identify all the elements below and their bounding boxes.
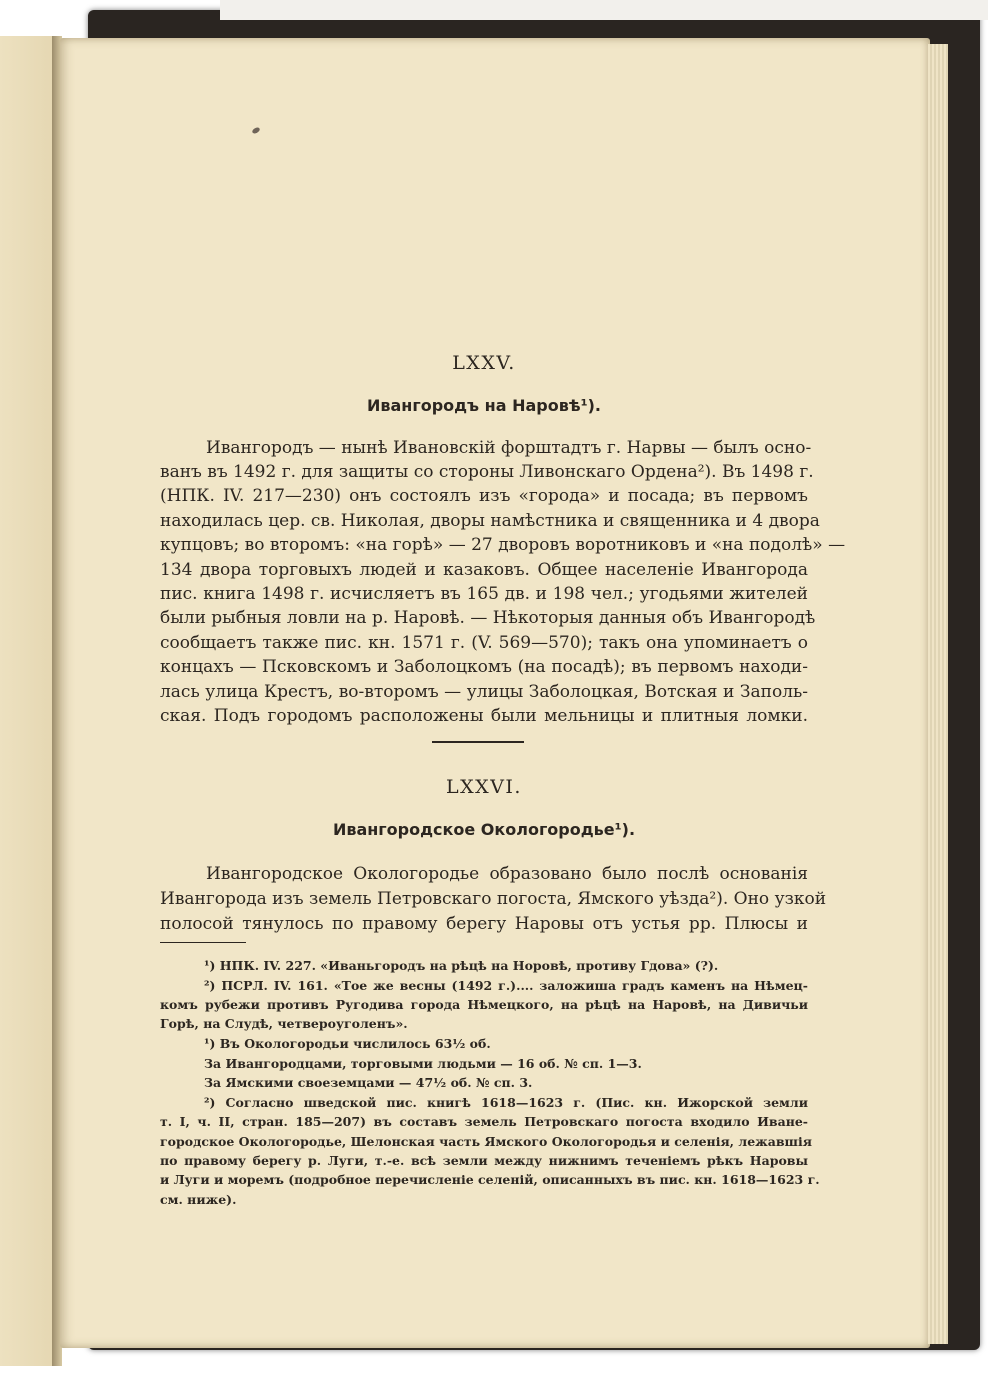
paragraph-line: (НПК. IV. 217—230) онъ состоялъ изъ «города» и посада; въ первомъ bbox=[160, 486, 808, 506]
section-title bbox=[160, 820, 808, 839]
section-title bbox=[160, 396, 808, 415]
footnote-line: Горѣ, на Слудѣ, четвероуголенъ». bbox=[160, 1016, 408, 1031]
section-number: LXXVI. bbox=[446, 776, 522, 798]
section-divider bbox=[432, 741, 524, 743]
section-title-text: Ивангородъ на Наровѣ bbox=[366, 396, 581, 415]
paragraph-line: полосой тянулось по правому берегу Наровы отъ устья рр. Плюсы и bbox=[160, 914, 808, 934]
footnote-separator bbox=[160, 942, 246, 943]
section-title-text: Ивангородское Окологородье bbox=[332, 820, 615, 839]
footnote-line: по правому берегу р. Луги, т.-е. всѣ земли между нижнимъ теченіемъ рѣкъ Наровы bbox=[160, 1153, 808, 1168]
paragraph-line: Ивангородское Окологородье образовано было послѣ основанія bbox=[206, 864, 808, 884]
paragraph-line: ванъ въ 1492 г. для защиты со стороны Ливонскаго Ордена²). Въ 1498 г. bbox=[160, 462, 814, 482]
scan-background bbox=[220, 0, 988, 20]
paragraph-line: находилась цер. св. Николая, дворы намѣстника и священника и 4 двора bbox=[160, 511, 820, 531]
footnote-line: и Луги и моремъ (подробное перечисленіе селеній, описанныхъ въ пис. кн. 1618—1623 г. bbox=[160, 1172, 820, 1187]
footnote-line: ²) Согласно шведской пис. книгѣ 1618—1623 г. (Пис. кн. Ижорской земли bbox=[204, 1095, 808, 1110]
paragraph-line: Ивангорода изъ земель Петровскаго погоста, Ямского уѣзда²). Оно узкой bbox=[160, 889, 827, 909]
footnote-line: За Ивангородцами, торговыми людьми — 16 об. № сп. 1—3. bbox=[204, 1056, 642, 1071]
paragraph-line: пис. книга 1498 г. исчисляетъ въ 165 дв. и 198 чел.; угодьями жителей bbox=[160, 584, 808, 604]
section-title-note: ¹). bbox=[580, 396, 602, 415]
paragraph-line: ская. Подъ городомъ расположены были мельницы и плитныя ломки. bbox=[160, 706, 808, 726]
footnote-line: комъ рубежи противъ Ругодива города Нѣмецкого, на рѣцѣ на Наровѣ, на Дивичьи bbox=[160, 997, 808, 1012]
paragraph-line: 134 двора торговыхъ людей и казаковъ. Общее населеніе Ивангорода bbox=[160, 560, 808, 580]
section-number: LXXV. bbox=[452, 352, 516, 374]
left-page-edge bbox=[0, 36, 55, 1366]
page-stack-edge bbox=[928, 44, 948, 1344]
footnote-line: см. ниже). bbox=[160, 1192, 237, 1207]
paragraph-line: сообщаетъ также пис. кн. 1571 г. (V. 569—570); такъ она упоминаетъ о bbox=[160, 633, 808, 653]
paragraph-line: лась улица Крестъ, во-второмъ — улицы Заболоцкая, Вотская и Заполь- bbox=[160, 682, 808, 702]
footnote-line: т. I, ч. II, стран. 185—207) въ составъ земель Петровскаго погоста входило Иване- bbox=[160, 1114, 808, 1129]
footnote-line: За Ямскими своеземцами — 47½ об. № сп. 3. bbox=[204, 1075, 533, 1090]
paragraph-line: были рыбныя ловли на р. Наровѣ. — Нѣкоторыя данныя объ Ивангородѣ bbox=[160, 608, 816, 628]
footnote-line: ²) ПСРЛ. IV. 161. «Тое же весны (1492 г.).... заложиша градъ каменъ на Нѣмец- bbox=[204, 978, 808, 993]
paragraph-line: Ивангородъ — нынѣ Ивановскій форштадтъ г. Нарвы — былъ осно- bbox=[206, 438, 812, 458]
paragraph-line: купцовъ; во второмъ: «на горѣ» — 27 дворовъ воротниковъ и «на подолѣ» — bbox=[160, 535, 846, 555]
paragraph-line: концахъ — Псковскомъ и Заболоцкомъ (на посадѣ); въ первомъ находи- bbox=[160, 657, 808, 677]
footnote-line: городское Окологородье, Шелонская часть Ямского Окологородья и селенія, лежавшія bbox=[160, 1134, 812, 1149]
footnote-line: ¹) Въ Окологородьи числилось 63½ об. bbox=[204, 1036, 491, 1051]
section-title-note: ¹). bbox=[614, 820, 636, 839]
footnote-line: ¹) НПК. IV. 227. «Иваньгородъ на рѣцѣ на Норовѣ, противу Гдова» (?). bbox=[204, 958, 719, 973]
